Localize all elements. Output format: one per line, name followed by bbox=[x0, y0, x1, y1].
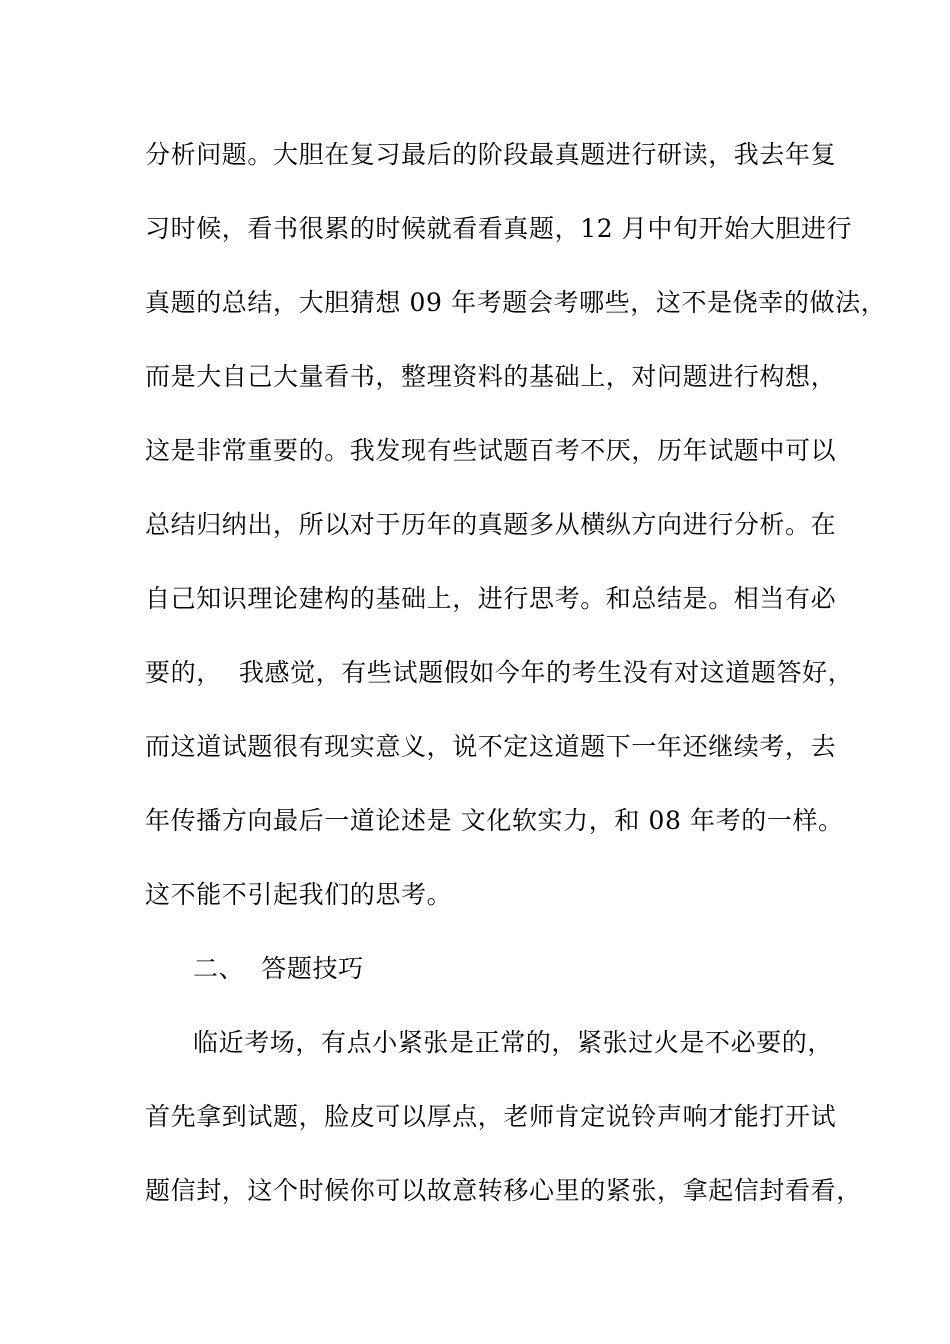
body-line: 这是非常重要的。我发现有些试题百考不厌，历年试题中可以 bbox=[145, 436, 837, 465]
body-line: 而是大自己大量看书，整理资料的基础上，对问题进行构想， bbox=[145, 362, 837, 391]
body-line: 年传播方向最后一道论述是 文化软实力，和 08 年考的一样。 bbox=[145, 806, 844, 835]
body-line: 习时候，看书很累的时候就看看真题，12 月中旬开始大胆进行 bbox=[145, 214, 853, 243]
section-heading: 二、 答题技巧 bbox=[193, 954, 364, 983]
body-line: 而这道试题很有现实意义，说不定这道题下一年还继续考，去 bbox=[145, 732, 837, 761]
body-line: 这不能不引起我们的思考。 bbox=[145, 880, 453, 909]
body-line: 临近考场，有点小紧张是正常的，紧张过火是不必要的， bbox=[193, 1028, 834, 1057]
body-line: 真题的总结，大胆猜想 09 年考题会考哪些，这不是侥幸的做法， bbox=[145, 288, 887, 317]
body-line: 题信封，这个时候你可以故意转移心里的紧张，拿起信封看看， bbox=[145, 1176, 862, 1205]
body-line: 要的， 我感觉，有些试题假如今年的考生没有对这道题答好， bbox=[145, 658, 854, 687]
body-line: 分析问题。大胆在复习最后的阶段最真题进行研读，我去年复 bbox=[145, 140, 837, 169]
body-line: 自己知识理论建构的基础上，进行思考。和总结是。相当有必 bbox=[145, 584, 837, 613]
body-line: 首先拿到试题，脸皮可以厚点，老师肯定说铃声响才能打开试 bbox=[145, 1102, 837, 1131]
body-line: 总结归纳出，所以对于历年的真题多从横纵方向进行分析。在 bbox=[145, 510, 837, 539]
